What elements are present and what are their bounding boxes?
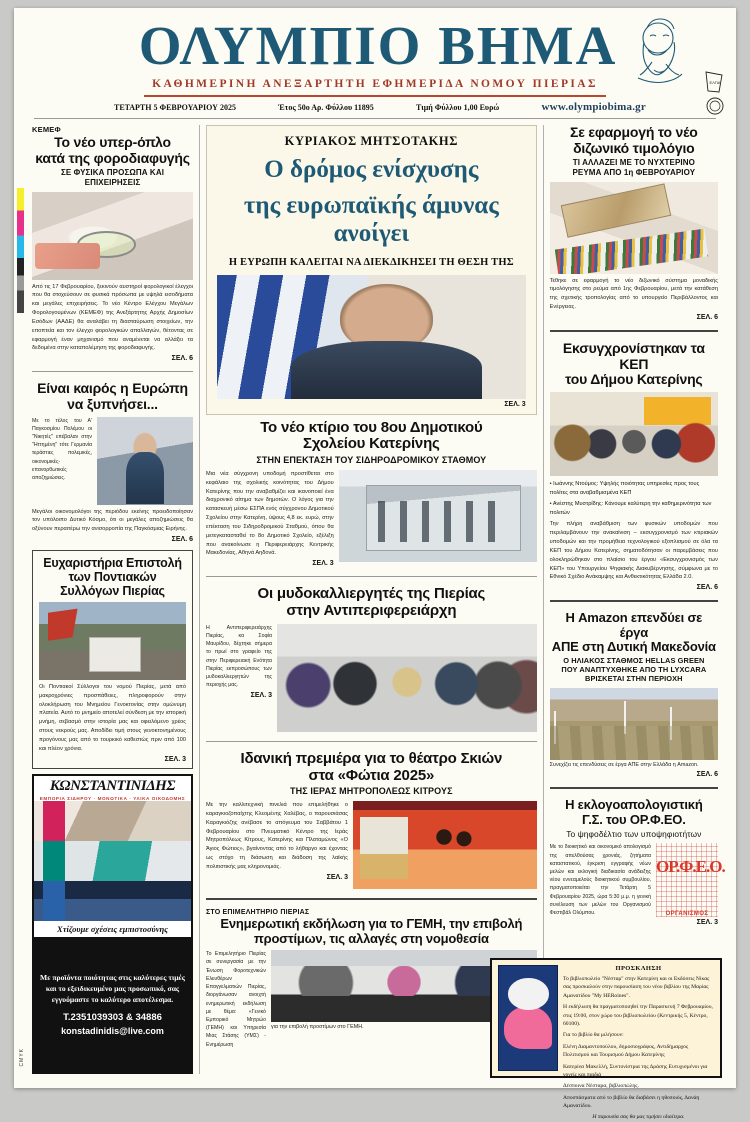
left-column <box>32 125 193 1074</box>
lead-subhead: Η ΕΥΡΩΠΗ ΚΑΛΕΙΤΑΙ ΝΑ ΔΙΕΚΔΙΚΗΣΕΙ ΤΗ ΘΕΣΗ ΤΗΣ <box>228 256 514 268</box>
svg-text:ΕΛΠΑ: ΕΛΠΑ <box>709 80 721 85</box>
article-headline-line2: κατά της φοροδιαφυγής <box>35 149 190 166</box>
zeus-head-logo <box>628 16 690 94</box>
page-reference[interactable]: ΣΕΛ. 3 <box>696 919 718 927</box>
article-pontiaki[interactable] <box>32 550 193 769</box>
article-body: Την πλήρη αναβάθμιση των φυσικών υποδομών που περιλαμβάνουν την ανακαίνιση – εκσυγχρονισμό των κτιριακών υποδομών και την προμήθεια τεχνολογικού εξοπλισμού σε όλα τα ΚΕΠ του Δήμου Κατερίνης, σηματοδότησαν οι παρεμβάσεις που ολοκληρώθηκαν στο πλαίσιο του έργου «Εκσυγχρονισμός των ΚΕΠ» του Υπουργείου Ψηφιακής Διακυβέρνησης, σύμφωνα με το Εθνικό Σχέδιο Ανάκαμψης και Ανθεκτικότητας Ελλάδα 2.0. <box>549 521 718 581</box>
issue-number: Έτος 50ο Αρ. Φύλλου 11895 <box>278 102 374 112</box>
orfeo-logo-text: ΟΡ.Φ.Ε.Ο. <box>655 857 725 877</box>
article-mussel-farmers[interactable] <box>206 586 537 732</box>
ad-contact-block <box>34 937 191 1072</box>
article-headline: Οι μυδοκαλλιεργητές της Πιερίας <box>257 585 486 603</box>
invitation-closing: Η παρουσία σας θα μας τιμήσει ιδιαίτερα. <box>592 1114 685 1121</box>
article-subhead-line3: ΒΡΙΣΚΕΤΑΙ ΣΤΗΝ ΠΕΡΙΟΧΗ <box>585 673 683 683</box>
article-electricity-tariff[interactable] <box>550 125 718 321</box>
article-body: Μια νέα σύγχρονη υποδομή προστίθεται στο κεφάλαιο της σχολικής κοινότητας του Δήμου Κατερίνης που την αναβαθμίζει και ικανοποιεί ένα διαχρονικό αίτημα των δημοτών. Ο λόγος για την κατασκευή μέσω ΕΣΠΑ ενός σύγχρονου Δημοτικού Σχολείου στην Κατερίνη, ύψους 4,8 εκ. ευρώ, στην επέκταση του Σιδηροδρομικού Σταθμού, όπου θα μετεγκατασταθεί το 8ο Δημοτικό Σχολείο, εξέλιξη που ανακοίνωσε η Περιφερειάρχης Κεντρικής Μακεδονίας, Αθηνά Αηδονά. <box>205 470 334 557</box>
article-photo <box>97 417 193 505</box>
article-photo <box>550 392 718 476</box>
article-headline-line2: διζωνικό τιμολόγιο <box>573 139 695 156</box>
section-divider <box>206 576 537 577</box>
lead-kicker: ΚΥΡΙΑΚΟΣ ΜΗΤΣΟΤΑΚΗΣ <box>284 134 459 148</box>
price: Τιμή Φύλλου 1,00 Ευρώ <box>416 102 500 112</box>
article-subhead: ΤΗΣ ΙΕΡΑΣ ΜΗΤΡΟΠΟΛΕΩΣ ΚΙΤΡΟΥΣ <box>290 786 453 797</box>
invitation-paragraph-6: Δέσποινα Νέσταρα, βιβλιοπώλης. <box>563 1083 639 1090</box>
article-body: Τέθηκε σε εφαρμογή το νέο διζωνικό σύστημα μοναδικής τιμολόγησης στο ρεύμα από 1ης Φεβρουαρίου, μετά την κατάθεση της σχετικής τροπολογίας από το υπουργείο Περιβάλλοντος και Ενέργειας. <box>549 277 718 311</box>
invitation-paragraph-3: Για το βιβλίο θα μιλήσουν: <box>563 1032 624 1039</box>
invitation-text <box>563 965 714 1121</box>
article-shadow-theatre[interactable] <box>206 751 537 889</box>
ad-pitch: Με προϊόντα ποιότητας στις καλύτερες τιμές και το εξειδικευμένο μας προσωπικό, σας εγγυόμαστε το καλύτερο αποτέλεσμα. <box>40 973 185 1005</box>
invitation-paragraph-7: Αποσπάσματα από το βιβλίο θα διαβάσει η ηθοποιός, Δανάη Αμανατίδου. <box>563 1094 700 1110</box>
article-headline-line2: Σχολείου Κατερίνης <box>303 435 440 453</box>
page-reference[interactable]: ΣΕΛ. 3 <box>164 755 186 763</box>
page-reference[interactable]: ΣΕΛ. 3 <box>312 560 334 568</box>
article-orfeo-assembly[interactable] <box>549 797 725 927</box>
center-column <box>206 125 537 1074</box>
article-kicker: ΚΕΜΕΦ <box>32 125 61 134</box>
page-reference[interactable]: ΣΕΛ. 6 <box>696 584 718 592</box>
section-divider-bold <box>206 898 537 900</box>
article-headline: Εκσυγχρονίστηκαν τα ΚΕΠ <box>562 339 705 372</box>
ad-image-strip-1 <box>34 801 191 841</box>
invitation-paragraph-4: Ελένη Διαμαντοπούλου, δημοσιογράφος, Αντιδήμαρχος Πολιτισμού και Τουρισμού Δήμου Κατερίνης <box>563 1043 689 1059</box>
ad-slogan: Χτίζουμε σχέσεις εμπιστοσύνης <box>57 923 168 934</box>
article-body-narrow: Με το τέλος του Α' Παγκοσμίου Πολέμου οι "Νικητές" επέβαλαν στην "Ηττημένη" τότε Γερμανία τεράστιες πολεμικές, οικονομικές-επανορθωτικές αποζημιώσεις. <box>32 417 92 482</box>
article-subhead: Ο ΗΛΙΑΚΟΣ ΣΤΑΘΜΟΣ HELLAS GREEN <box>563 655 705 665</box>
article-subhead: Το ψηφοδέλτιο των υποψηφιοτήτων <box>566 829 702 840</box>
article-body: Η Αντιπεριφερειάρχης Πιερίας, κα Σοφία Μαυρίδου, δέχτηκε σήμερα το πρωί στο γραφείο της στην Περιφερειακή Ενότητα Πιερίας εκπροσώπους των μυδοκαλλιεργητών της περιοχής μας. <box>205 624 272 689</box>
advertisement-book-launch[interactable] <box>490 958 722 1121</box>
article-photo <box>550 688 718 760</box>
article-headline-line2: να ξυπνήσει... <box>67 395 158 412</box>
masthead-info-bar <box>114 101 646 113</box>
article-bullet-1: • Ιωάννης Ντούμος: Υψηλής ποιότητας υπηρεσίες προς τους πολίτες στα αναβαθμισμένα ΚΕΠ <box>549 480 700 496</box>
article-europe[interactable] <box>32 381 193 543</box>
page-reference[interactable]: ΣΕΛ. 3 <box>326 873 348 881</box>
article-photo <box>32 192 193 280</box>
article-subhead: ΣΕ ΦΥΣΙΚΑ ΠΡΟΣΩΠΑ ΚΑΙ ΕΠΙΧΕΙΡΗΣΕΙΣ <box>60 168 165 187</box>
article-body: Με το διοικητικό και οικονομικό απολογισμό της απελθούσας χρονιάς, ζητήματα καταστατικού, έγκριση εγγραφής νέων μελών και εκλογική διαδικασία ανάδειξης νέου εννεαμελούς διοικητικού συμβουλίου, πραγματοποιείται την Τετάρτη 5 Φεβρουαρίου 2025, ώρα 5:30 μ.μ. η γενική συνέλευση των μελών του Οργανισμού Φεστιβάλ Ολύμπου. <box>549 844 651 917</box>
invitation-box-wrapper <box>490 958 722 1121</box>
section-divider-bold <box>550 330 718 332</box>
article-chamber-gemi[interactable] <box>206 909 537 1049</box>
article-body: Με την καλλιτεχνική πινελιά που επιμελήθηκε ο καραγκιοζοπαίχτης Κλεομένης Χαλέβας, ο παρουσιάσας Καραγκιόζης ανέβασε το απόγευμα του Σαββάτου 1 Φεβρουαρίου στο Πνευματικό Κέντρο της Ιεράς Μητροπόλεως Κίτρους, Κατερίνης και Πλαταμώνος «Ο Άγιος Φώτιος», βγαίνοντας από το λήθαργο και έχοντας ως στόχο τη διάσωση και διάδοση της λαϊκής πολιτιστικής μας κληρονομιάς. <box>205 802 348 870</box>
invitation-paragraph-1: Το βιβλιοπωλείο "Νέσταρ" στην Κατερίνη και οι Εκδόσεις Νίκας σας προσκαλούν στην παρουσίαση του νέου βιβλίου της Μαρίας Αμανατίδου "My HERoines". <box>563 976 710 999</box>
article-headline-line2: του Δήμου Κατερίνης <box>565 371 703 388</box>
article-body: Το Επιμελητήριο Πιερίας σε συνεργασία με την Ένωση Φοροτεχνικών Ελευθέρων Επαγγελματιών Πιερίας, διοργάνωσαν ανοιχτή ενημερωτική εκδήλωση με θέμα: «Γενικό Εμπορικό Μητρώο (ΓΕΜΗ) και Υπηρεσία Μιας Στάσης (ΥΜΣ) - Ενημέρωση <box>205 951 266 1048</box>
article-subhead: ΣΤΗΝ ΕΠΕΚΤΑΣΗ ΤΟΥ ΣΙΔΗΡΟΔΡΟΜΙΚΟΥ ΣΤΑΘΜΟΥ <box>256 455 487 466</box>
article-headline: Ευχαριστήρια Επιστολή <box>43 555 182 570</box>
article-headline-line2: στην Αντιπεριφερειάρχη <box>286 601 457 619</box>
article-headline-line2: στα «Φώτια 2025» <box>308 766 435 784</box>
article-headline-line3: Συλλόγων Πιερίας <box>60 583 165 598</box>
advertisement-konstantinidis[interactable] <box>32 774 193 1074</box>
article-headline: Το νέο υπερ-όπλο <box>54 134 171 150</box>
masthead-divider <box>144 95 606 97</box>
article-headline: Το νέο κτίριο του 8ου Δημοτικού <box>260 418 483 436</box>
article-photo <box>39 602 186 680</box>
ad-email[interactable]: konstadinidis@live.com <box>61 1026 164 1037</box>
article-photo <box>277 624 537 732</box>
right-column <box>549 124 725 1074</box>
article-headline: Η εκλογοαπολογιστική <box>565 797 703 813</box>
article-body: Από τις 17 Φεβρουαρίου, ξεκινούν αυστηροί φορολογικοί έλεγχοι που θα στοχεύσουν σε φυσικά πρόσωπα με υψηλά εισοδήματα και μεγάλες επιχειρήσεις. Το νέο Κέντρο Ελέγχου Μεγάλων Φορολογουμένων (ΚΕΜΕΦ) της Ανεξάρτητης Αρχής Δημοσίων Εσόδων (ΑΑΔΕ) θα αναλάβει τη διασταύρωση στοιχείων, την εποπτεία και τον έλεγχο φορολογικών απαλλαγών, θέτοντας σε εφαρμογή έναν μηχανισμό που αναμένεται να αλλάξει τα δεδομένα στην καταπολέμηση της φοροδιαφυγής. <box>32 283 193 352</box>
article-photo <box>353 801 537 889</box>
ad-phone[interactable]: Τ.2351039303 & 34886 <box>63 1012 162 1024</box>
page-title: ΟΛΥΜΠΙΟ ΒΗΜΑ <box>138 15 618 76</box>
article-headline-line2: ΑΠΕ στη Δυτική Μακεδονία <box>551 639 716 655</box>
article-headline: Η Amazon επενδύει σε έργα <box>565 610 703 640</box>
page-reference[interactable]: ΣΕΛ. 6 <box>696 771 718 779</box>
article-headline-line2: Γ.Σ. του ΟΡ.Φ.ΕΟ. <box>582 811 686 827</box>
article-body: Οι Ποντιακοί Σύλλογοι του νομού Πιερίας, μετά από μακροχρόνιες προσπάθειες, πληροφορούν στην ολοκλήρωση του Μνημείου Γενοκτονίας στην ομώνυμη πλατεία. Αυτό το μνημείο αποτελεί σύνδεση με την ιστορική μνήμη, σεβασμό στην ιστορία μας και οφειλόμενο χρέος στους νεκρούς μας. Αποδίδει τιμή στους γενοκτονημένους προγόνους μας από το τουρκικό καθεστώς πριν από 100 και πλέον χρόνια. <box>39 683 186 752</box>
article-subhead: ΤΙ ΑΛΛΑΖΕΙ ΜΕ ΤΟ ΝΥΧΤΕΡΙΝΟ <box>572 158 695 168</box>
article-headline-line2: των Ποντιακών <box>68 569 157 584</box>
orfeo-logo-caption: ΟΡΓΑΝΙΣΜΟΣ <box>665 911 709 918</box>
lead-photo <box>217 275 526 399</box>
press-seal-icon <box>702 70 728 116</box>
article-school[interactable] <box>206 420 537 568</box>
article-subhead-line2: ΠΟΥ ΑΝΑΠΤΥΧΘΗΚΕ ΑΠΟ ΤΗ LYXCARA <box>561 664 707 674</box>
page-reference[interactable]: ΣΕΛ. 6 <box>171 355 193 363</box>
edge-registration-mark: CMYK <box>19 1048 25 1067</box>
section-divider <box>206 741 537 742</box>
ad-image-strip-3 <box>34 881 191 921</box>
orfeo-logo <box>655 843 725 918</box>
content-columns <box>14 119 736 1074</box>
article-headline: Είναι καιρός η Ευρώπη <box>37 380 188 397</box>
page-reference[interactable]: ΣΕΛ. 3 <box>504 400 526 408</box>
ad-image-strip-2 <box>34 841 191 881</box>
article-subhead-line2: ΡΕΥΜΑ ΑΠΟ 1η ΦΕΒΡΟΥΑΡΙΟΥ <box>572 167 696 177</box>
section-divider <box>32 371 193 372</box>
cmyk-color-bar <box>17 188 24 313</box>
article-headline: Ιδανική πρεμιέρα για το θέατρο Σκιών <box>240 749 503 767</box>
column-divider-left <box>199 125 200 1074</box>
website-url[interactable]: www.olympiobima.gr <box>541 101 646 113</box>
article-bullet-2: • Ανέστης Μυστρίδης: Κάνουμε καλύτερη την καθημερινότητα των πολιτών <box>549 501 712 516</box>
page-reference[interactable]: ΣΕΛ. 6 <box>696 313 718 321</box>
article-amazon-renewables[interactable] <box>550 611 718 778</box>
column-divider-right <box>543 125 544 1074</box>
section-divider-bold <box>550 787 718 789</box>
masthead <box>14 8 736 113</box>
lead-headline: Ο δρόμος ενίσχυσης <box>264 156 479 183</box>
article-photo <box>339 470 537 562</box>
photo-caption: για την επιβολή προστίμων στο ΓΕΜΗ. <box>270 1024 364 1031</box>
article-kicker: ΣΤΟ ΕΠΙΜΕΛΗΤΗΡΙΟ ΠΙΕΡΙΑΣ <box>205 909 310 917</box>
photo-caption: Συνεχίζει τις επενδύσεις σε έργα ΑΠΕ στην Ελλάδα η Amazon. <box>549 761 699 768</box>
page-reference[interactable]: ΣΕΛ. 3 <box>250 691 272 699</box>
ad-tagline: ΕΜΠΟΡΙΑ ΣΙΔΗΡΟΥ · ΜΟΝΩΤΙΚΑ · ΥΛΙΚΑ ΟΙΚΟΔΟΜΗΣ <box>39 795 186 801</box>
article-photo <box>550 182 718 274</box>
publication-date: ΤΕΤΑΡΤΗ 5 ΦΕΒΡΟΥΑΡΙΟΥ 2025 <box>114 102 236 112</box>
article-body: Μεγάλοι οικονομολόγοι της περιόδου εκείνης προειδοποίησαν τον υπόλοιπο Δυτικό Κόσμο, ότι οι μεγάλες αποζημιώσεις θα οξύνουν περαιτέρω την ανισορροπία της Παγκόσμιας Ειρήνης. <box>32 508 193 533</box>
book-cover-image <box>498 965 558 1071</box>
article-headline-line2: προστίμων, τις αλλαγές στη νομοθεσία <box>253 930 489 946</box>
ad-company-name: ΚΩΝΣΤΑΝΤΙΝΙΔΗΣ <box>49 777 176 794</box>
masthead-subtitle: ΚΑΘΗΜΕΡΙΝΗ ΑΝΕΞΑΡΤΗΤΗ ΕΦΗΜΕΡΙΔΑ ΝΟΜΟΥ ΠΙΕΡΙΑΣ <box>152 78 598 90</box>
invitation-paragraph-2: Η εκδήλωση θα πραγματοποιηθεί την Παρασκευή 7 Φεβρουαρίου, στις 19:00, στον χώρο του βιβλιοπωλείου (Κεντρικής 5, Κέντρο, 60100). <box>563 1004 713 1027</box>
newspaper-page <box>14 8 736 1121</box>
lead-headline-line2: της ευρωπαϊκής άμυνας ανοίγει <box>243 191 499 247</box>
article-headline: Σε εφαρμογή το νέο <box>570 124 698 140</box>
article-kemef[interactable] <box>32 125 193 362</box>
article-kep-modernization[interactable] <box>550 341 718 591</box>
invitation-title: ΠΡΟΣΚΛΗΣΗ <box>615 965 662 972</box>
article-headline: Ενημερωτική εκδήλωση για το ΓΕΜΗ, την επιβολή <box>220 916 523 932</box>
article-lead-mitsotakis[interactable] <box>206 125 537 415</box>
section-divider-bold <box>550 600 718 602</box>
invitation-paragraph-5: Κατερίνα Μακελλή, Συντονίστρια της Δράσης Ευτυχισμένοι για γονείς και παιδιά <box>563 1063 708 1078</box>
page-reference[interactable]: ΣΕΛ. 6 <box>171 535 193 543</box>
